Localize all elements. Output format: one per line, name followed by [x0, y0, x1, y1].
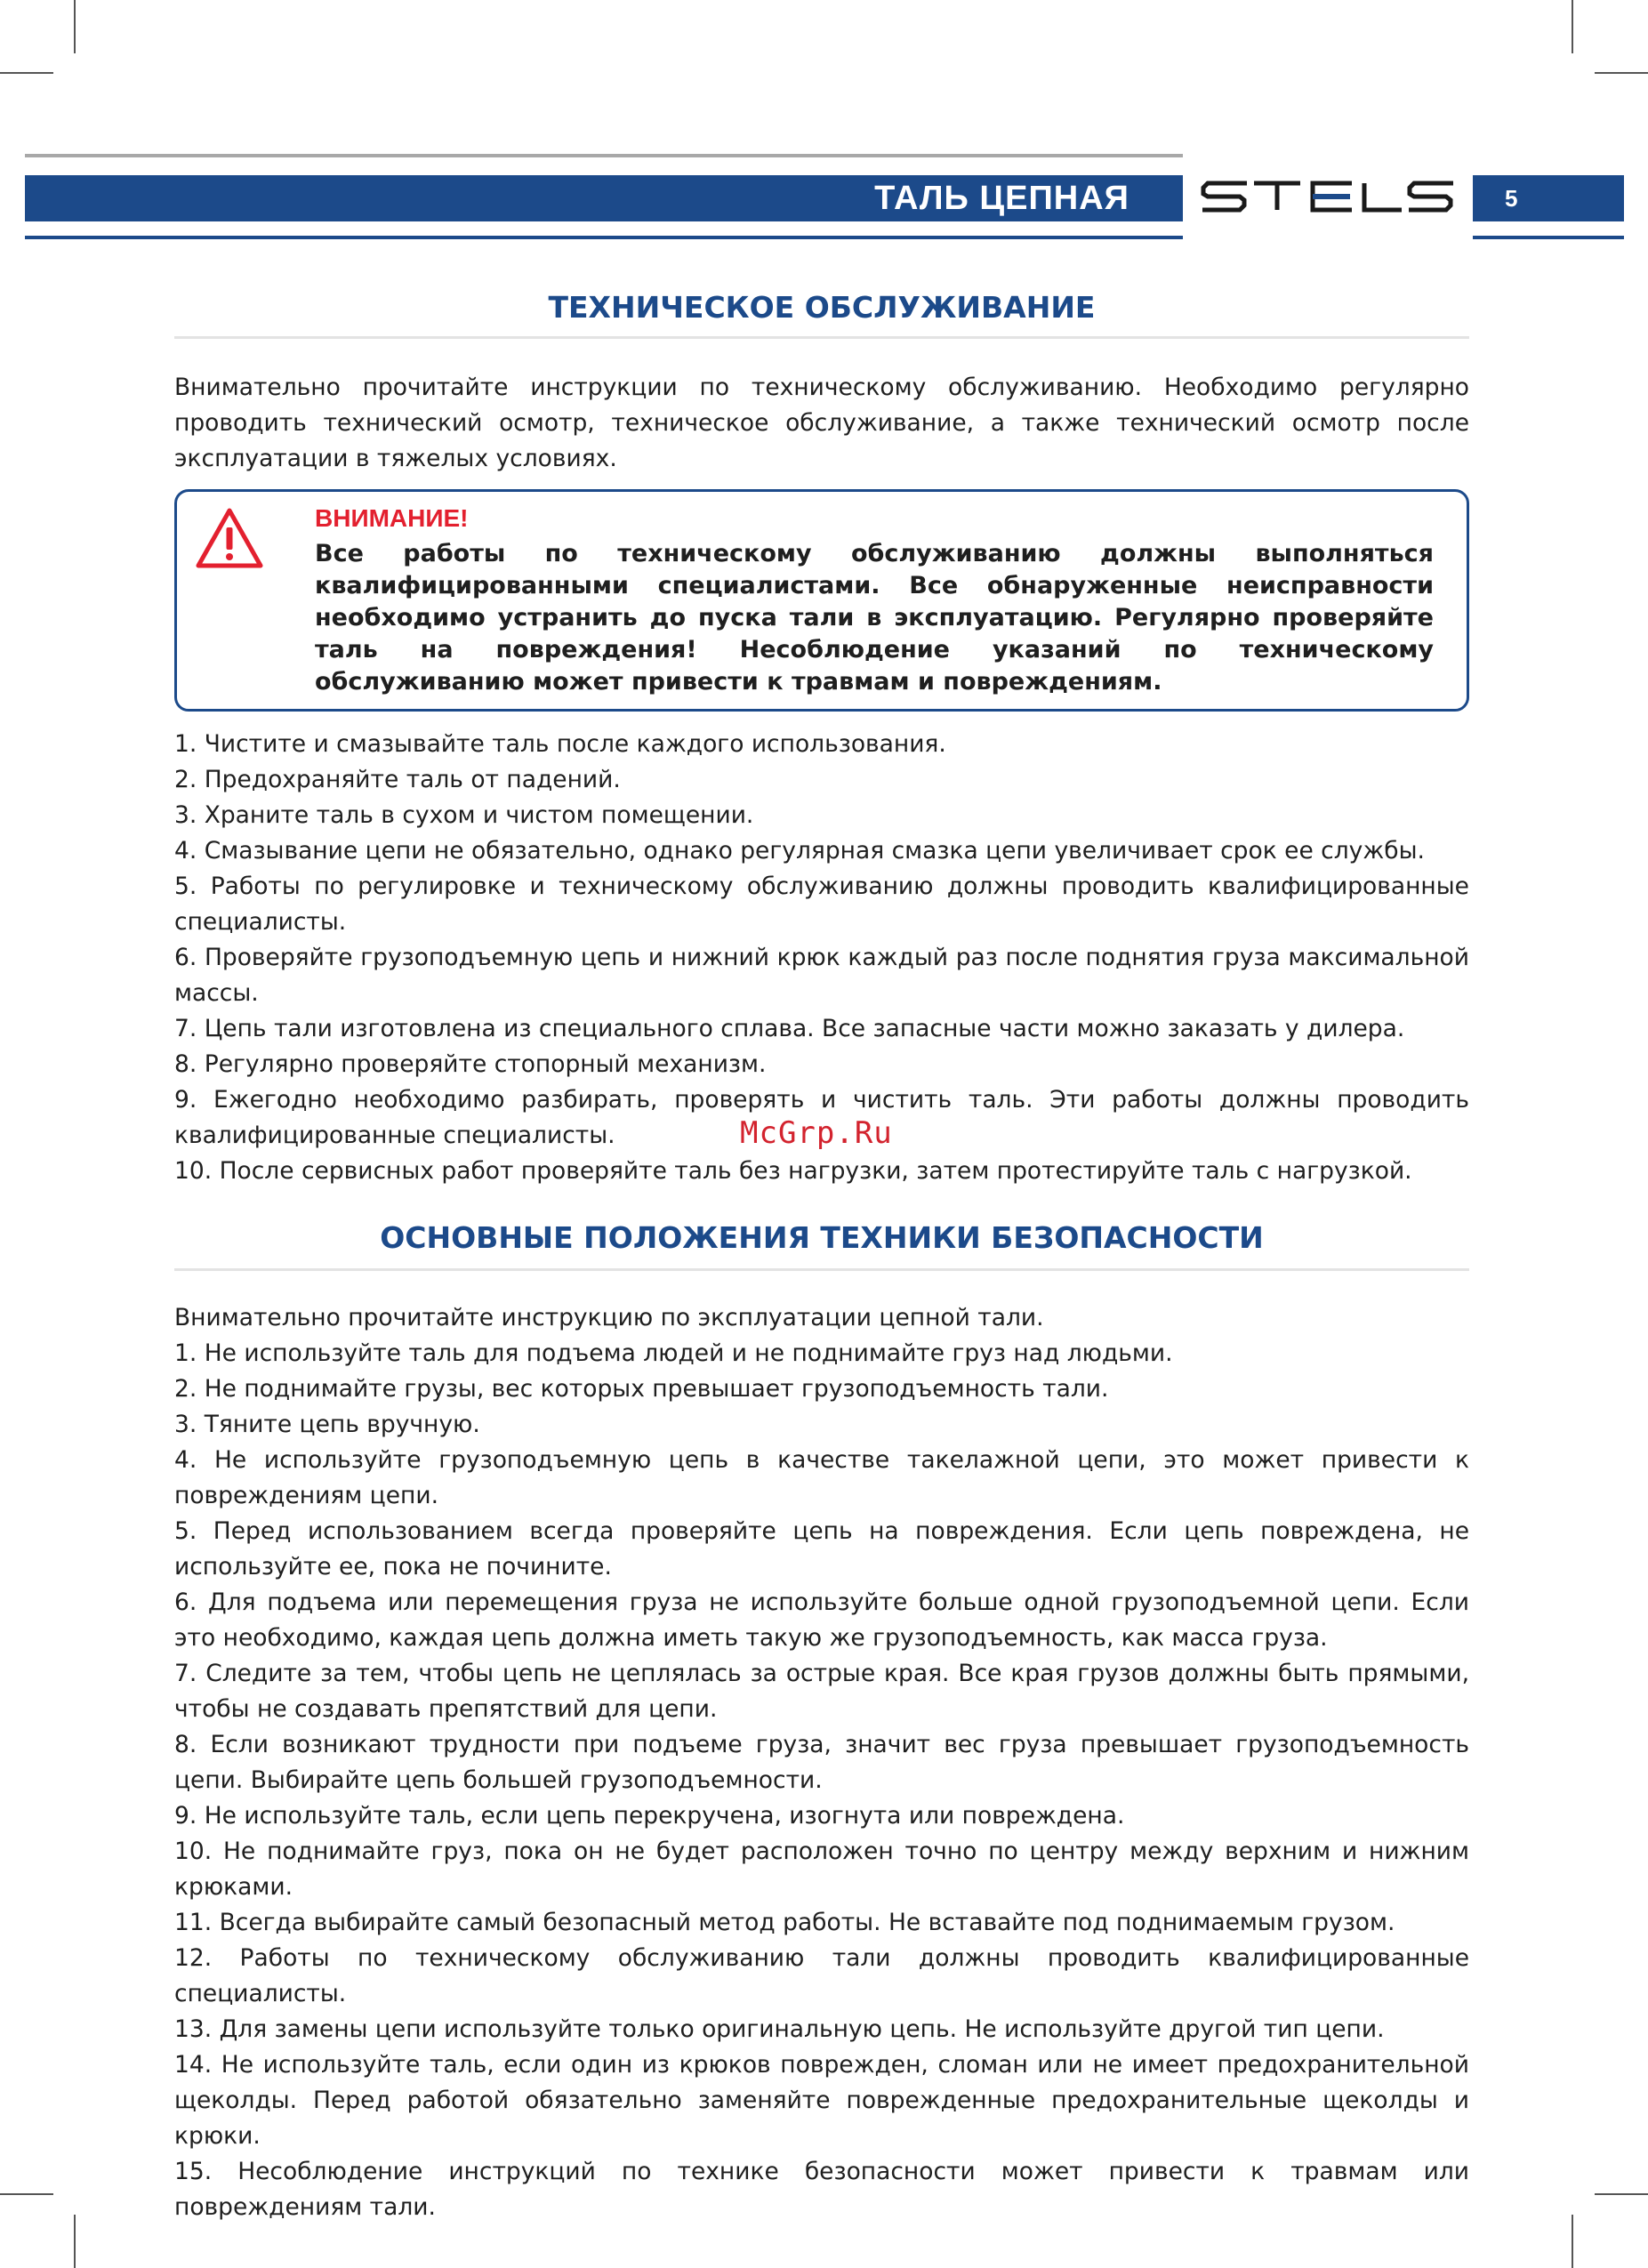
- page-number: 5: [1505, 184, 1518, 212]
- maintenance-title-rule: [174, 336, 1469, 339]
- list-item: 10. После сервисных работ проверяйте таль без нагрузки, затем протестируйте таль с нагрузкой.: [174, 1157, 1412, 1185]
- header-bottom-rule: [25, 236, 1183, 239]
- list-item: 3. Храните таль в сухом и чистом помещении.: [174, 801, 754, 829]
- list-item: 4. Смазывание цепи не обязательно, однако регулярная смазка цепи увеличивает срок ее службы.: [174, 837, 1425, 865]
- safety-title-rule: [174, 1268, 1469, 1271]
- list-item: 1. Не используйте таль для подъема людей и не поднимайте груз над людьми.: [174, 1339, 1173, 1367]
- maintenance-intro: Внимательно прочитайте инструкции по техническому обслуживанию. Необходимо регулярно проводить технический осмотр, техническое обслуживание, а также технический осмотр после эксплуатации в тяжелых условиях.: [174, 374, 1469, 472]
- crop-mark-bottom-right-h: [1595, 2193, 1648, 2195]
- list-item: 11. Всегда выбирайте самый безопасный метод работы. Не вставайте под поднимаемым грузом.: [174, 1909, 1395, 1936]
- list-item: 3. Тяните цепь вручную.: [174, 1411, 480, 1438]
- crop-mark-bottom-left: [74, 2215, 76, 2268]
- safety-title: ОСНОВНЫЕ ПОЛОЖЕНИЯ ТЕХНИКИ БЕЗОПАСНОСТИ: [380, 1220, 1264, 1255]
- crop-mark-top-right-h: [1595, 72, 1648, 74]
- list-item: 10. Не поднимайте груз, пока он не будет расположен точно по центру между верхним и нижним крюками.: [174, 1838, 1469, 1901]
- list-item: 6. Для подъема или перемещения груза не используйте больше одной грузоподъемной цепи. Если это необходимо, каждая цепь должна иметь такую же грузоподъемность, как масса груза.: [174, 1588, 1469, 1652]
- safety-intro: Внимательно прочитайте инструкцию по эксплуатации цепной тали.: [174, 1304, 1044, 1331]
- crop-mark-top-left-h: [0, 72, 53, 74]
- list-item: 4. Не используйте грузоподъемную цепь в качестве такелажной цепи, это может привести к повреждениям цепи.: [174, 1446, 1469, 1509]
- header-top-rule: [25, 154, 1183, 157]
- warning-title: ВНИМАНИЕ!: [315, 504, 469, 532]
- list-item: 6. Проверяйте грузоподъемную цепь и нижний крюк каждый раз после поднятия груза максимальной массы.: [174, 944, 1469, 1007]
- crop-mark-bottom-left-h: [0, 2193, 53, 2195]
- watermark: McGrp.Ru: [740, 1115, 893, 1151]
- maintenance-title: ТЕХНИЧЕСКОЕ ОБСЛУЖИВАНИЕ: [548, 290, 1096, 325]
- list-item: 12. Работы по техническому обслуживанию тали должны проводить квалифицированные специалисты.: [174, 1944, 1469, 2007]
- list-item: 5. Работы по регулировке и техническому обслуживанию должны проводить квалифицированные специалисты.: [174, 873, 1469, 936]
- list-item: 7. Цепь тали изготовлена из специального сплава. Все запасные части можно заказать у дилера.: [174, 1015, 1405, 1042]
- page-number-box: [1473, 175, 1624, 221]
- product-title: ТАЛЬ ЦЕПНАЯ: [874, 179, 1129, 217]
- header-title-bar: [25, 175, 1183, 221]
- list-item: 9. Не используйте таль, если цепь перекручена, изогнута или повреждена.: [174, 1802, 1125, 1830]
- crop-mark-top-left: [74, 0, 76, 53]
- stels-logo: [1201, 178, 1457, 215]
- warning-triangle-icon: [195, 506, 264, 570]
- safety-list: [174, 1336, 1469, 2225]
- crop-mark-top-right: [1572, 0, 1573, 53]
- list-item: 8. Если возникают трудности при подъеме груза, значит вес груза превышает грузоподъемность цепи. Выбирайте цепь большей грузоподъемности.: [174, 1731, 1469, 1794]
- list-item: 13. Для замены цепи используйте только оригинальную цепь. Не используйте другой тип цепи.: [174, 2015, 1385, 2043]
- list-item: 2. Предохраняйте таль от падений.: [174, 766, 621, 793]
- list-item: 14. Не используйте таль, если один из крюков поврежден, сломан или не имеет предохранительной щеколды. Перед работой обязательно заменяйте поврежденные предохранительные щеколды и крюки.: [174, 2051, 1469, 2150]
- page-number-rule: [1473, 236, 1624, 239]
- warning-text: Все работы по техническому обслуживанию должны выполняться квалифицированными специалистами. Все обнаруженные неисправности необходимо устранить до пуска тали в эксплуатацию. Регулярно проверяйте таль на повреждения! Несоблюдение указаний по техническому обслуживанию может привести к травмам и повреждениям.: [315, 540, 1434, 696]
- list-item: 5. Перед использованием всегда проверяйте цепь на повреждения. Если цепь повреждена, не используйте ее, пока не почините.: [174, 1517, 1469, 1580]
- crop-mark-bottom-right: [1572, 2215, 1573, 2268]
- list-item: 8. Регулярно проверяйте стопорный механизм.: [174, 1050, 767, 1078]
- list-item: 2. Не поднимайте грузы, вес которых превышает грузоподъемность тали.: [174, 1375, 1109, 1403]
- list-item: 15. Несоблюдение инструкций по технике безопасности может привести к травмам или повреждениям тали.: [174, 2158, 1469, 2221]
- list-item: 1. Чистите и смазывайте таль после каждого использования.: [174, 730, 946, 758]
- list-item: 7. Следите за тем, чтобы цепь не цеплялась за острые края. Все края грузов должны быть прямыми, чтобы не создавать препятствий для цепи.: [174, 1660, 1469, 1723]
- warning-box: [174, 489, 1469, 712]
- list-item: 9. Ежегодно необходимо разбирать, проверять и чистить таль. Эти работы должны проводить квалифицированные специалисты.: [174, 1086, 1469, 1149]
